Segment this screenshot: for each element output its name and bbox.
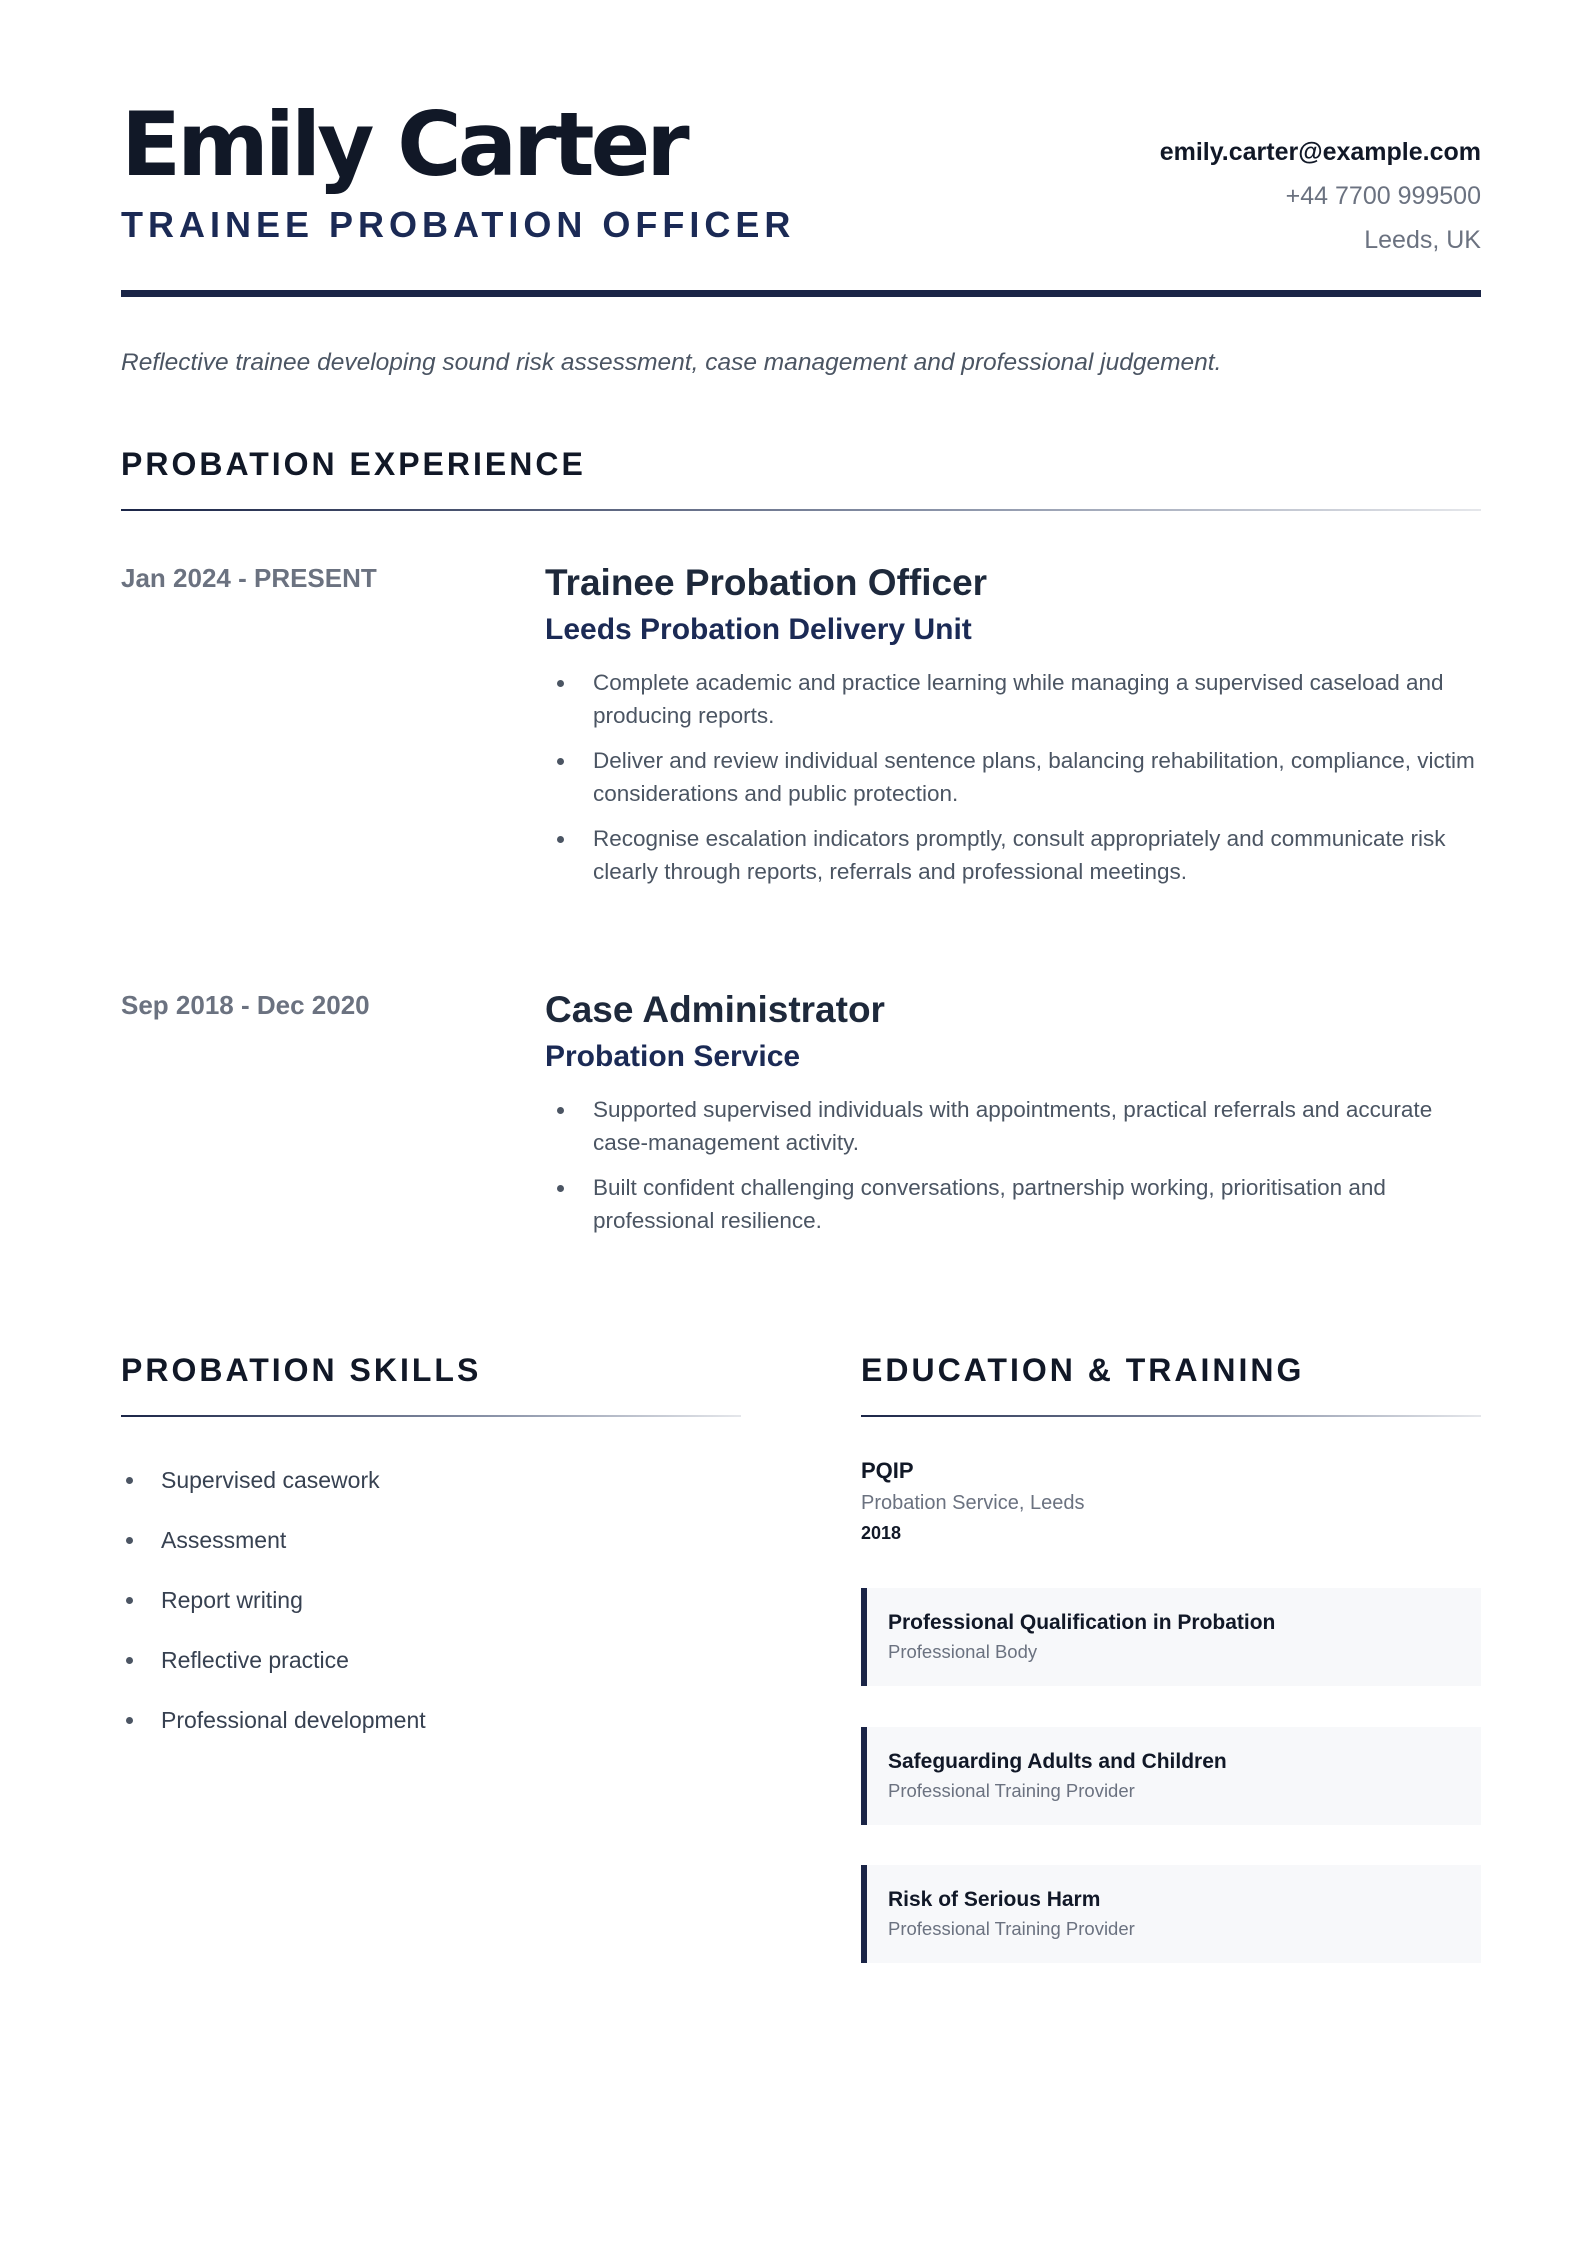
job-title: Case Administrator — [545, 989, 885, 1030]
certification-provider: Professional Training Provider — [888, 1918, 1135, 1939]
job-bullet — [545, 744, 1481, 810]
bullet-dot-icon — [126, 1717, 133, 1724]
job-organisation: Leeds Probation Delivery Unit — [545, 613, 972, 646]
job-title: Trainee Probation Officer — [545, 562, 988, 603]
contact-phone: +44 7700 999500 — [1285, 182, 1481, 210]
experience-heading: PROBATION EXPERIENCE — [121, 446, 586, 482]
contact-block — [1160, 130, 1481, 262]
job-details — [545, 560, 1481, 900]
bullet-dot-icon — [126, 1597, 133, 1604]
job-date: Sep 2018 - Dec 2020 — [121, 990, 370, 1020]
header-divider — [121, 290, 1481, 297]
contact-location: Leeds, UK — [1364, 226, 1481, 254]
job-bullet — [545, 666, 1481, 732]
bullet-dot-icon — [557, 1107, 564, 1114]
skill-label: Assessment — [161, 1527, 287, 1553]
job-date: Jan 2024 - PRESENT — [121, 563, 377, 593]
candidate-role: TRAINEE PROBATION OFFICER — [121, 204, 796, 245]
contact-email[interactable]: emily.carter@example.com — [1159, 138, 1481, 166]
bullet-dot-icon — [557, 1185, 564, 1192]
bullet-dot-icon — [557, 758, 564, 765]
job-bullet — [545, 1093, 1481, 1159]
job-bullet-text: Supported supervised individuals with appointments, practical referrals and accurate case-management activity. — [593, 1097, 1433, 1155]
job-bullet — [545, 822, 1481, 888]
skill-item — [121, 1450, 741, 1510]
job-bullet-text: Built confident challenging conversations, partnership working, prioritisation and professional resilience. — [593, 1175, 1386, 1233]
skills-heading: PROBATION SKILLS — [121, 1352, 482, 1388]
bullet-dot-icon — [126, 1477, 133, 1484]
certification-title: Professional Qualification in Probation — [888, 1611, 1276, 1634]
candidate-name: Emily Carter — [121, 93, 686, 196]
job-bullet-text: Recognise escalation indicators promptly, consult appropriately and communicate risk clearly through reports, referrals and professional meetings. — [593, 826, 1446, 884]
skill-label: Supervised casework — [161, 1467, 380, 1493]
skill-label: Report writing — [161, 1587, 303, 1613]
bullet-dot-icon — [557, 836, 564, 843]
skills-divider — [121, 1415, 741, 1417]
skill-label: Professional development — [161, 1707, 426, 1733]
skill-item — [121, 1690, 741, 1750]
education-year: 2018 — [861, 1523, 902, 1543]
certification-title: Risk of Serious Harm — [888, 1888, 1101, 1911]
job-bullet — [545, 1171, 1481, 1237]
skills-list — [121, 1450, 741, 1750]
education-qualification: PQIP — [861, 1458, 914, 1483]
skill-item — [121, 1510, 741, 1570]
job-bullet-text: Deliver and review individual sentence plans, balancing rehabilitation, compliance, victim considerations and public protection. — [593, 748, 1475, 806]
job-bullets — [545, 666, 1481, 888]
job-details — [545, 987, 1481, 1249]
profile-summary: Reflective trainee developing sound risk assessment, case management and professional judgement. — [121, 349, 1222, 376]
bullet-dot-icon — [126, 1537, 133, 1544]
resume-header — [121, 95, 1481, 295]
skill-item — [121, 1570, 741, 1630]
skill-label: Reflective practice — [161, 1647, 349, 1673]
skill-item — [121, 1630, 741, 1690]
education-heading: EDUCATION & TRAINING — [861, 1352, 1305, 1388]
job-organisation: Probation Service — [545, 1040, 801, 1073]
education-institution: Probation Service, Leeds — [861, 1492, 1085, 1514]
certification-card — [861, 1588, 1481, 1686]
bullet-dot-icon — [126, 1657, 133, 1664]
certification-card — [861, 1727, 1481, 1825]
certification-provider: Professional Training Provider — [888, 1780, 1135, 1801]
job-bullets — [545, 1093, 1481, 1237]
certification-title: Safeguarding Adults and Children — [888, 1750, 1227, 1773]
certification-provider: Professional Body — [888, 1641, 1038, 1662]
education-entry — [861, 1455, 1481, 1547]
bullet-dot-icon — [557, 680, 564, 687]
education-divider — [861, 1415, 1481, 1417]
certification-card — [861, 1865, 1481, 1963]
job-bullet-text: Complete academic and practice learning while managing a supervised caseload and producing reports. — [593, 670, 1444, 728]
experience-divider — [121, 509, 1481, 511]
